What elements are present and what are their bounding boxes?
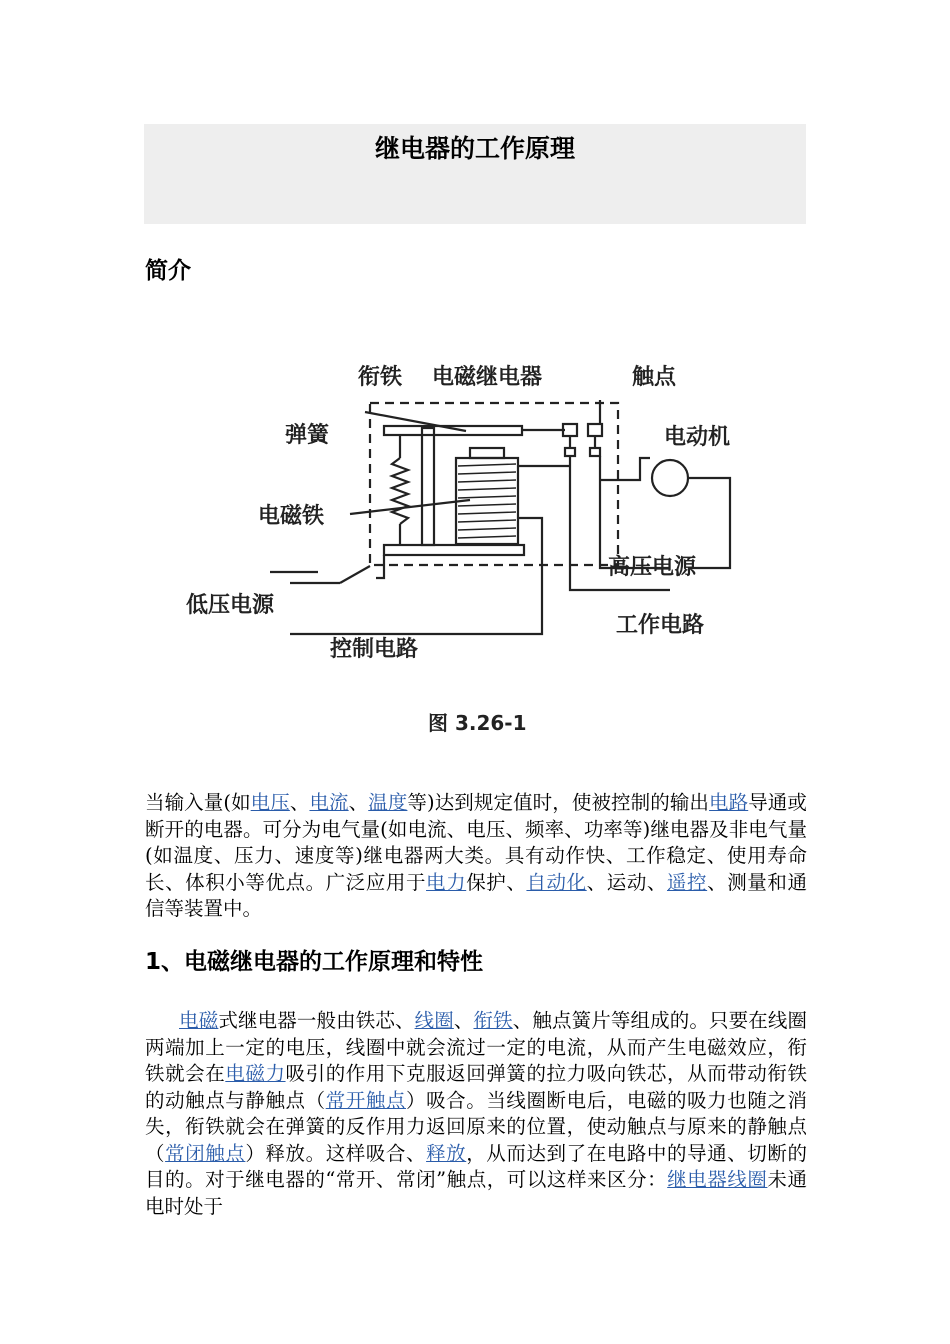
- label-spring: 弹簧: [285, 423, 330, 448]
- link-electric-power[interactable]: 电力: [426, 870, 467, 894]
- p1-text-1: 当输入量(如: [145, 791, 251, 814]
- p1-text-4: 等)达到规定值时，使被控制的输出: [407, 791, 710, 814]
- label-contact: 触点: [632, 365, 677, 390]
- p2-text-1: 式继电器一般由铁芯、: [218, 1009, 415, 1032]
- label-low-voltage: 低压电源: [186, 593, 275, 618]
- motor-symbol: [652, 460, 688, 496]
- p1-text-2: 、: [289, 791, 310, 814]
- link-voltage[interactable]: 电压: [250, 791, 290, 814]
- armature-bar: [384, 426, 522, 435]
- intro-heading: 简介: [145, 258, 191, 284]
- control-circuit-wire: [290, 518, 542, 634]
- label-working-circuit: 工作电路: [616, 613, 705, 638]
- yoke-post: [422, 428, 434, 545]
- base-plate: [384, 545, 524, 555]
- link-normally-closed-contact[interactable]: 常闭触点: [165, 1141, 246, 1165]
- relay-diagram-figure: [170, 340, 780, 760]
- link-release[interactable]: 释放: [426, 1141, 467, 1165]
- link-automation[interactable]: 自动化: [526, 870, 587, 894]
- link-normally-open-contact[interactable]: 常开触点: [325, 1088, 407, 1112]
- link-circuit[interactable]: 电路: [709, 791, 749, 814]
- section-1-heading: 1、电磁继电器的工作原理和特性: [145, 949, 484, 975]
- p1-text-7: 、运动、: [586, 870, 667, 894]
- p2-text-3: 、触点簧片等组成的。只要在线圈两端加上一定的电压，线圈中就会流过一定的电流，从而产生电磁效应，衔铁就会在: [145, 1009, 807, 1085]
- link-electromagnetic-force[interactable]: 电磁力: [225, 1062, 286, 1085]
- link-temperature[interactable]: 温度: [368, 791, 408, 814]
- intro-paragraph: [145, 790, 807, 923]
- page-title: 继电器的工作原理: [374, 134, 575, 163]
- label-motor: 电动机: [664, 425, 731, 450]
- label-armature: 衔铁: [358, 365, 403, 390]
- figure-caption: 图 3.26-1: [428, 711, 527, 735]
- link-current[interactable]: 电流: [309, 791, 349, 814]
- link-relay-coil[interactable]: 继电器线圈: [667, 1168, 768, 1191]
- fixed-contact: [588, 424, 602, 436]
- label-high-voltage: 高压电源: [608, 555, 697, 580]
- p2-text-4: 吸引的作用下克服返回弹簧的拉力吸向铁芯，从而带动衔铁的动触点与静触点（: [145, 1062, 807, 1112]
- p2-text-7: ，从而达到了在电路中的导通、切断的目的。对于继电器的“常开、常闭”触点，可以这样来区分：: [145, 1141, 807, 1191]
- p1-text-6: 保护、: [466, 870, 527, 894]
- p1-text-3: 、: [348, 791, 369, 814]
- p2-text-5: ）吸合。当线圈断电后，电磁的吸力也随之消失，衔铁就会在弹簧的反作用力返回原来的位置，使动触点与原来的静触点（: [145, 1088, 807, 1165]
- p2-text-8: 未通电时处于: [145, 1168, 807, 1218]
- p2-text-6: ）释放。这样吸合、: [245, 1141, 427, 1165]
- p1-text-5: 导通或断开的电器。可分为电气量(如电流、电压、频率、功率等)继电器及非电气量(如温度、压力、速度等)继电器两大类。具有动作快、工作稳定、使用寿命长、体积小等优点。广泛应用于: [145, 791, 807, 894]
- movable-contact: [563, 424, 577, 436]
- section-1-paragraph: [145, 1008, 807, 1220]
- p1-text-8: 、测量和通信等装置中。: [145, 870, 807, 920]
- link-remote-control[interactable]: 遥控: [666, 870, 708, 894]
- p2-text-2: 、: [453, 1009, 474, 1032]
- relay-enclosure: [370, 403, 618, 565]
- working-circuit-wire: [600, 456, 670, 568]
- link-electromagnetic[interactable]: 电磁: [179, 1009, 219, 1032]
- label-em-relay: 电磁继电器: [432, 365, 543, 390]
- control-switch: [340, 566, 370, 583]
- label-control-circuit: 控制电路: [330, 637, 419, 662]
- link-armature[interactable]: 衔铁: [473, 1009, 513, 1032]
- label-electromagnet: 电磁铁: [258, 504, 325, 529]
- spring-coil: [392, 458, 408, 524]
- link-coil[interactable]: 线圈: [414, 1009, 454, 1032]
